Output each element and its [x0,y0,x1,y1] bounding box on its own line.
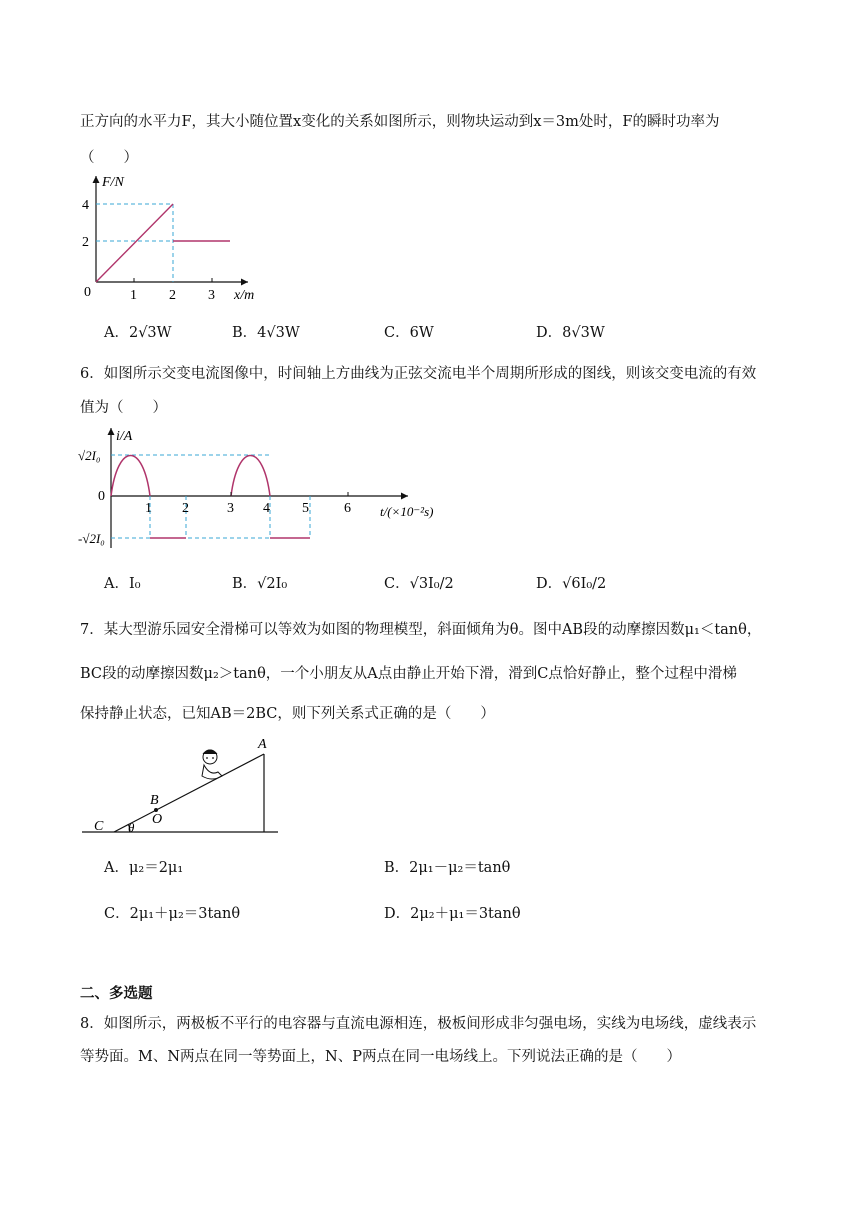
q5-option-a: A．2√3W [104,325,172,341]
xtick-label-3: 3 [208,288,215,303]
q6-option-b: B．√2I₀ [232,576,288,592]
xtick-label-1: 1 [130,288,137,303]
q7-option-a: A．μ₂＝2μ₁ [104,860,184,876]
tlabel-1: 1 [145,501,152,516]
q5-option-c: C．6W [384,325,434,341]
current-time-graph [78,420,458,555]
tlabel-5: 5 [302,501,309,516]
q8-line1: 8．如图所示，两极板不平行的电容器与直流电源相连，极板间形成非匀强电场，实线为电场线，虚线表示 [80,1016,757,1032]
q7-option-b: B．2μ₁－μ₂＝tanθ [384,860,511,876]
q6-option-d: D．√6I₀/2 [536,576,607,592]
xtick-label-2: 2 [169,288,176,303]
q5-option-d: D．8√3W [536,325,605,341]
q6-line2: 值为（ ） [80,400,167,416]
origin-label: 0 [98,489,105,504]
q7-option-d: D．2μ₂＋μ₁＝3tanθ [384,906,521,922]
q5-option-b: B．4√3W [232,325,300,341]
label-theta: θ [128,820,135,835]
q6-option-c: C．√3I₀/2 [384,576,454,592]
q6-line1: 6．如图所示交变电流图像中，时间轴上方曲线为正弦交流电半个周期所形成的图线，则该交变电流的有效 [80,366,757,382]
i-label: i/A [116,429,133,444]
yneg-label: -√2I₀ [78,531,105,546]
label-b: B [150,793,159,808]
section-title: 二、多选题 [80,985,153,1002]
q5-line1: 正方向的水平力F，其大小随位置x变化的关系如图所示，则物块运动到x＝3m处时，F的瞬时功率为 [80,114,720,130]
q6-option-a: A．I₀ [104,576,141,592]
q5-line2: （ ） [80,150,138,166]
label-o: O [152,812,163,827]
ytick-4: 4 [82,198,89,213]
ylabel: F/N [102,175,124,190]
child-figure [202,750,222,779]
tlabel-2: 2 [182,501,189,516]
label-c: C [94,819,104,834]
ytick-2: 2 [82,235,89,250]
tlabel-3: 3 [227,501,234,516]
t-label: t/(×10⁻²s) [380,504,434,519]
tlabel-4: 4 [263,501,270,516]
xlabel: x/m [234,288,255,303]
q7-option-c: C．2μ₁＋μ₂＝3tanθ [104,906,241,922]
q7-line1: 7．某大型游乐园安全滑梯可以等效为如图的物理模型，斜面倾角为θ。图中AB段的动摩擦因数μ₁＜tanθ， [80,622,762,638]
slope-line [114,754,264,832]
q7-line2: BC段的动摩擦因数μ₂＞tanθ，一个小朋友从A点由静止开始下滑，滑到C点恰好静止，整个过程中滑梯 [80,666,737,682]
q7-line3: 保持静止状态，已知AB＝2BC，则下列关系式正确的是（ ） [80,706,495,722]
half-sine-1 [111,456,150,497]
force-position-graph [78,170,278,310]
origin: 0 [84,285,91,300]
q8-line2: 等势面。M、N两点在同一等势面上，N、P两点在同一电场线上。下列说法正确的是（ ） [80,1049,681,1065]
half-sine-2 [231,456,270,497]
slide-slope-figure [78,732,288,842]
ypos-label: √2I₀ [78,448,101,463]
label-a: A [258,737,267,752]
tlabel-6: 6 [344,501,351,516]
force-curve [96,204,173,282]
